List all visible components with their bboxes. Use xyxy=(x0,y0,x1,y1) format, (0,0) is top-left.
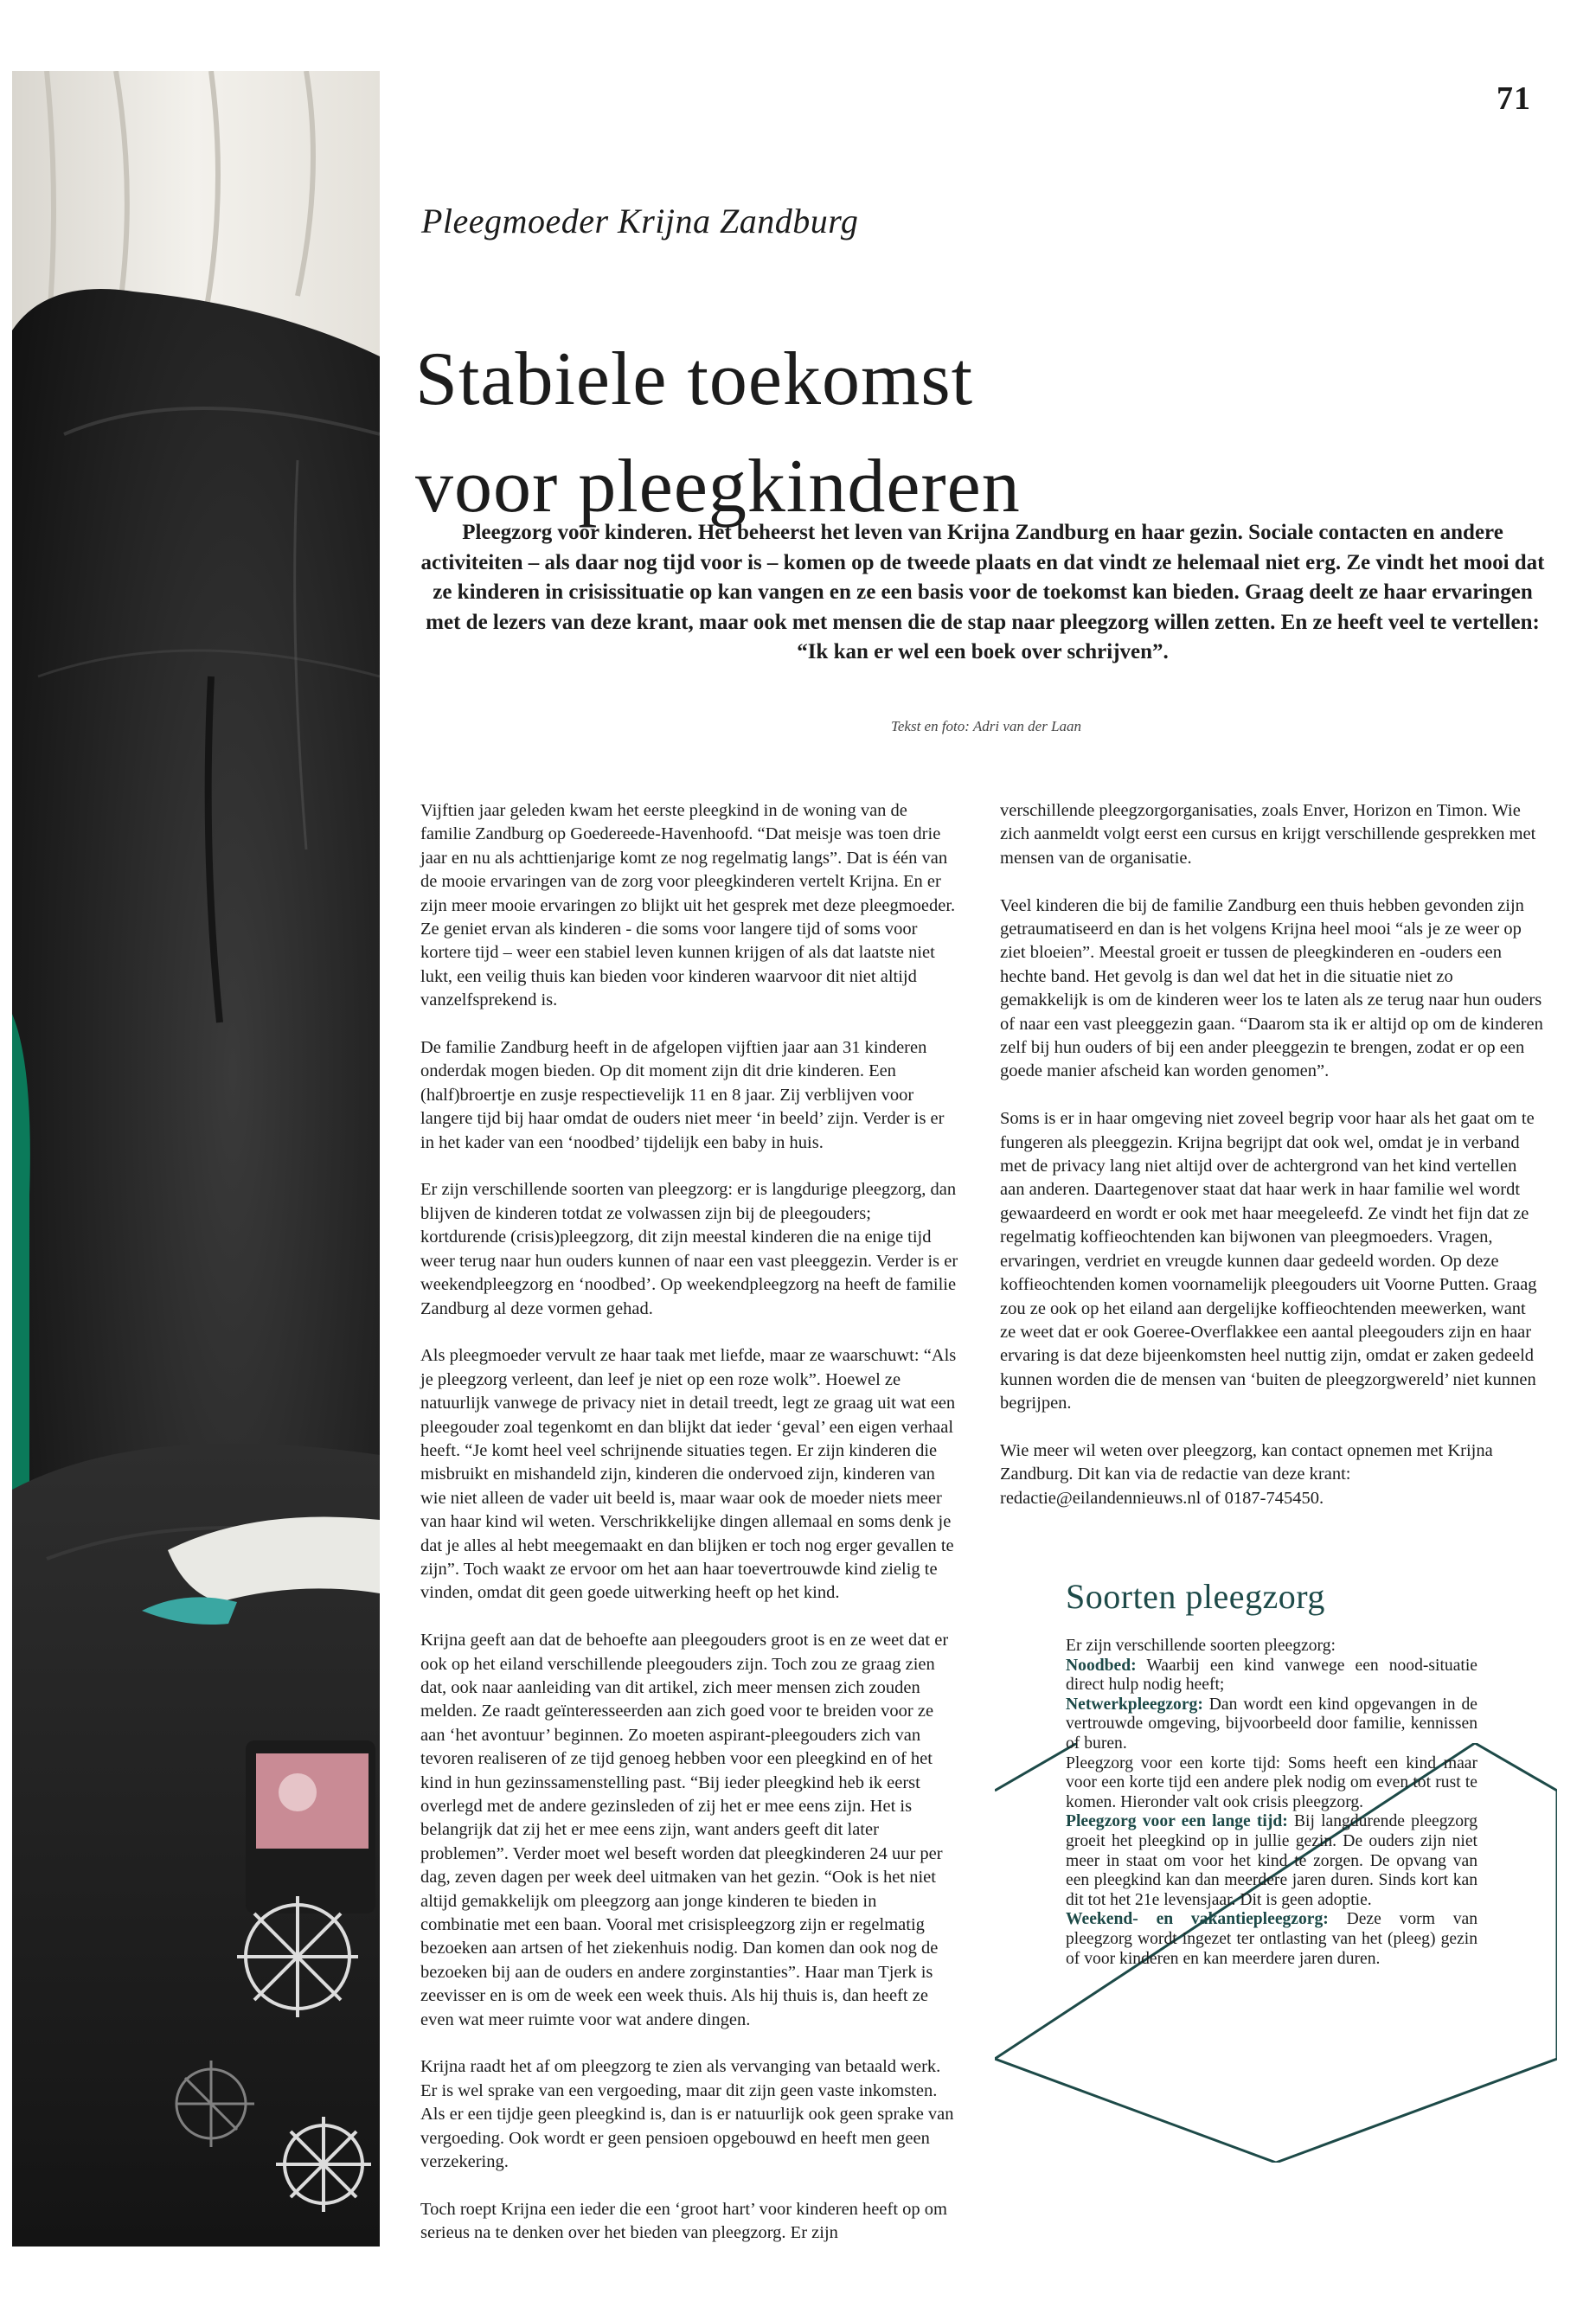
body-column-right xyxy=(1000,799,1545,1535)
paragraph: Krijna raadt het af om pleegzorg te zien als vervanging van betaald werk. Er is wel sprake van een vergoeding, maar dit zijn geen vaste inkomsten. Als er een tijdje geen pleegkind is, dan is er natuurlijk ook geen sprake van vergoeding. Ook wordt er geen pensioen opgebouwd en heeft men geen verzekering. xyxy=(420,2057,954,2172)
headline-line-1: Stabiele toekomst xyxy=(415,336,974,421)
paragraph: verschillende pleegzorgorganisaties, zoals Enver, Horizon en Timon. Wie zich aanmeldt volgt eerst een cursus en krijgt verschillende gesprekken met mensen van de organisatie. xyxy=(1000,801,1536,868)
info-box-item xyxy=(1066,1910,1477,1969)
info-box-item xyxy=(1066,1812,1477,1910)
article-headline xyxy=(415,326,1367,541)
paragraph: Vijftien jaar geleden kwam het eerste pleegkind in de woning van de familie Zandburg op Goedereede-Havenhoofd. “Dat meisje was toen drie jaar en nu als achttienjarige komt ze nog regelmatig langs”. Dat is één van de mooie ervaringen van de zorg voor pleegkinderen vertelt Krijna. En er zijn meer mooie ervaringen zo blijkt uit het gesprek met deze pleegmoeder. Ze geniet ervan als kinderen - die soms voor langere tijd of soms voor kortere tijd – weer een stabiel leven kunnen krijgen of als dat laatste niet lukt, een veilig thuis kan bieden voor kinderen waarvoor dit niet altijd vanzelfsprekend is. xyxy=(420,801,956,1010)
article-kicker: Pleegmoeder Krijna Zandburg xyxy=(421,202,859,240)
info-box-title: Soorten pleegzorg xyxy=(1066,1577,1325,1616)
item-text: Dan wordt een kind opgevangen in de vertrouwde omgeving, bijvoorbeeld door familie, kennissen of buren. xyxy=(1066,1695,1477,1753)
paragraph: Er zijn verschillende soorten van pleegzorg: er is langdurige pleegzorg, dan blijven de kinderen totdat ze volwassen zijn bij de pleegouders; kortdurende (crisis)pleegzorg, dit zijn meestal kinderen die na enige tijd weer terug naar hun ouders kunnen of naar een vast pleeggezin. Verder is er weekendpleegzorg en ‘noodbed’. Op weekendpleegzorg na heeft de familie Zandburg al deze vormen gehad. xyxy=(420,1180,958,1318)
item-text: Pleegzorg voor een korte tijd: Soms heeft een kind maar voor een korte tijd een andere plek nodig om even tot rust te komen. Hieronder valt ook crisis pleegzorg. xyxy=(1066,1753,1477,1811)
photo-illustration xyxy=(12,71,380,2247)
item-label: Pleegzorg voor een lange tijd: xyxy=(1066,1812,1288,1831)
paragraph: Veel kinderen die bij de familie Zandburg een thuis hebben gevonden zijn getraumatiseerd en dan is het volgens Krijna heel mooi “als je ze weer op ziet bloeien”. Meestal groeit er tussen de pleegkinderen en -ouders een hechte band. Het gevolg is dan wel dat het in die situatie niet zo gemakkelijk is om de kinderen weer los te laten als ze terug naar hun ouders of naar een vast pleeggezin gaan. “Daarom sta ik er altijd op om de kinderen zelf bij hun ouders of bij een ander pleeggezin te brengen, zodat er op een goede manier afscheid kan worden genomen”. xyxy=(1000,895,1543,1081)
headline-line-2: voor pleegkinderen xyxy=(415,444,1021,529)
item-label: Netwerkpleegzorg: xyxy=(1066,1695,1203,1714)
paragraph: Toch roept Krijna een ieder die een ‘groot hart’ voor kinderen heeft op om serieus na te denken over het bieden van pleegzorg. Er zijn xyxy=(420,2199,947,2243)
body-column-left xyxy=(420,799,958,2269)
paragraph: Soms is er in haar omgeving niet zoveel begrip voor haar als het gaat om te fungeren als pleeggezin. Krijna begrijpt dat ook wel, omdat je in verband met de privacy lang niet altijd over de achtergrond van het kind vertellen aan anderen. Daartegenover staat dat haar werk in haar familie wel wordt gewaardeerd en wordt er ook met haar meegeleefd. Ze vindt het fijn dat ze regelmatig koffieochtenden kan bijwonen van pleegmoeders. Vragen, ervaringen, verdriet en vreugde kunnen daar gedeeld worden. Op deze koffieochtenden komen voornamelijk pleegouders uit Voorne Putten. Graag zou ze ook op het eiland aan dergelijke koffieochtenden meewerken, want ze weet dat er ook Goeree-Overflakkee een aantal pleegouders zijn en haar ervaring is dat deze bijeenkomsten heel nuttig zijn, omdat er zaken gedeeld kunnen worden die de mensen van ‘buiten de pleegzorgwereld’ niet kunnen begrijpen. xyxy=(1000,1109,1537,1413)
paragraph: Als pleegmoeder vervult ze haar taak met liefde, maar ze waarschuwt: “Als je pleegzorg verleent, dan leef je niet op een roze wolk”. Hoewel ze natuurlijk vanwege de privacy niet in detail treedt, legt ze graag uit wat een pleegouder zoal tegenkomt en dan blijkt dat ieder ‘geval’ een eigen verhaal heeft. “Je komt heel veel schrijnende situaties tegen. Er zijn kinderen die misbruikt en mishandeld zijn, kinderen die ondervoed zijn, kinderen van wie niet alleen de vader uit beeld is, maar waar ook de moeder niets meer van haar kind wil weten. Verschrikkelijke dingen allemaal en soms denk je dat je alles al hebt meegemaakt en dan blijken er toch nog erger gevallen te zijn”. Toch waakt ze ervoor om het aan haar toevertrouwde kind zielig te vinden, omdat dit geen goede uitwerking heeft op het kind. xyxy=(420,1346,957,1603)
page-number: 71 xyxy=(1497,80,1531,117)
paragraph: De familie Zandburg heeft in de afgelopen vijftien jaar aan 31 kinderen onderdak mogen bieden. Op dit moment zijn dit drie kinderen. Een (half)broertje en zusje respectievelijk 11 en 8 jaar. Zij verblijven voor langere tijd bij haar omdat de ouders niet meer ‘in beeld’ zijn. Verder is er in het kader van een ‘noodbed’ tijdelijk een baby in huis. xyxy=(420,1038,945,1152)
photo-credit: Tekst en foto: Adri van der Laan xyxy=(890,718,1082,734)
item-text: Waarbij een kind vanwege een nood-situatie direct hulp nodig heeft; xyxy=(1066,1656,1477,1695)
info-box-item xyxy=(1066,1657,1477,1695)
info-box-item xyxy=(1066,1754,1477,1813)
info-box-intro: Er zijn verschillende soorten pleegzorg: xyxy=(1066,1637,1336,1655)
item-label: Weekend- en vakantiepleegzorg: xyxy=(1066,1910,1329,1929)
item-text: Deze vorm van pleegzorg wordt ingezet ter ontlasting van het (pleeg) gezin of voor kinderen en kan meerdere jaren duren. xyxy=(1066,1910,1477,1968)
info-box-item xyxy=(1066,1695,1477,1754)
article-photo xyxy=(12,71,380,2247)
item-text: Bij langdurende pleegzorg groeit het pleegkind op in jullie gezin. De ouders zijn niet meer in staat om voor het kind te zorgen. De opvang van een pleegkind kan dan meerdere jaren duren. Sinds kort kan dit tot het 21e levensjaar. Dit is geen adoptie. xyxy=(1066,1812,1477,1909)
paragraph: Krijna geeft aan dat de behoefte aan pleegouders groot is en ze weet dat er ook op het eiland verschillende pleegouders zijn. Toch zou ze graag zien dat, ook naar aanleiding van dit artikel, zich meer mensen zich zouden melden. Ze raadt geïnteresseerden aan zich goed voor te breiden voor ze aan ‘het avontuur’ beginnen. Zo moeten aspirant-pleegouders zich van tevoren realiseren of ze tijd genoeg hebben voor een pleegkind en of het kind in hun gezinssamenstelling past. “Bij ieder pleegkind heb ik eerst overlegd met de andere gezinsleden of zij het er mee eens zijn. Het is belangrijk dat zij het er mee eens zijn, want anders geeft dit later problemen”. Verder moet wel beseft worden dat pleegkinderen 24 uur per dag, zeven dagen per week deel uitmaken van het gezin. “Ook is het niet altijd gemakkelijk om pleegzorg aan jonge kinderen te bieden in combinatie met een baan. Vooral met crisispleegzorg zijn er regelmatig bezoeken aan artsen of het ziekenhuis nodig. Dan komen dan ook nog de bezoeken bij aan de ouders en andere zorginstanties”. Haar man Tjerk is zeevisser en is om de week een week thuis. Als hij thuis is, dan heeft ze even wat meer ruimte voor wat andere dingen. xyxy=(420,1631,949,2029)
article-intro: Pleegzorg voor kinderen. Het beheerst het leven van Krijna Zandburg en haar gezin. Sociale contacten en andere activiteiten – als daar nog tijd voor is – komen op de tweede plaats en dat vindt ze helemaal niet erg. Ze vindt het mooi dat ze kinderen in crisissituatie op kan vangen en ze een basis voor de toekomst kan bieden. Graag deelt ze haar ervaringen met de lezers van deze krant, maar ook met mensen die de stap naar pleegzorg willen zetten. En ze heeft veel te vertellen: “Ik kan er wel een boek over schrijven”. xyxy=(420,521,1545,663)
paragraph: Wie meer wil weten over pleegzorg, kan contact opnemen met Krijna Zandburg. Dit kan via de redactie van deze krant: redactie@eilandennieuws.nl of 0187-745450. xyxy=(1000,1440,1493,1508)
info-box-body xyxy=(1066,1637,1477,1969)
item-label: Noodbed: xyxy=(1066,1656,1137,1675)
